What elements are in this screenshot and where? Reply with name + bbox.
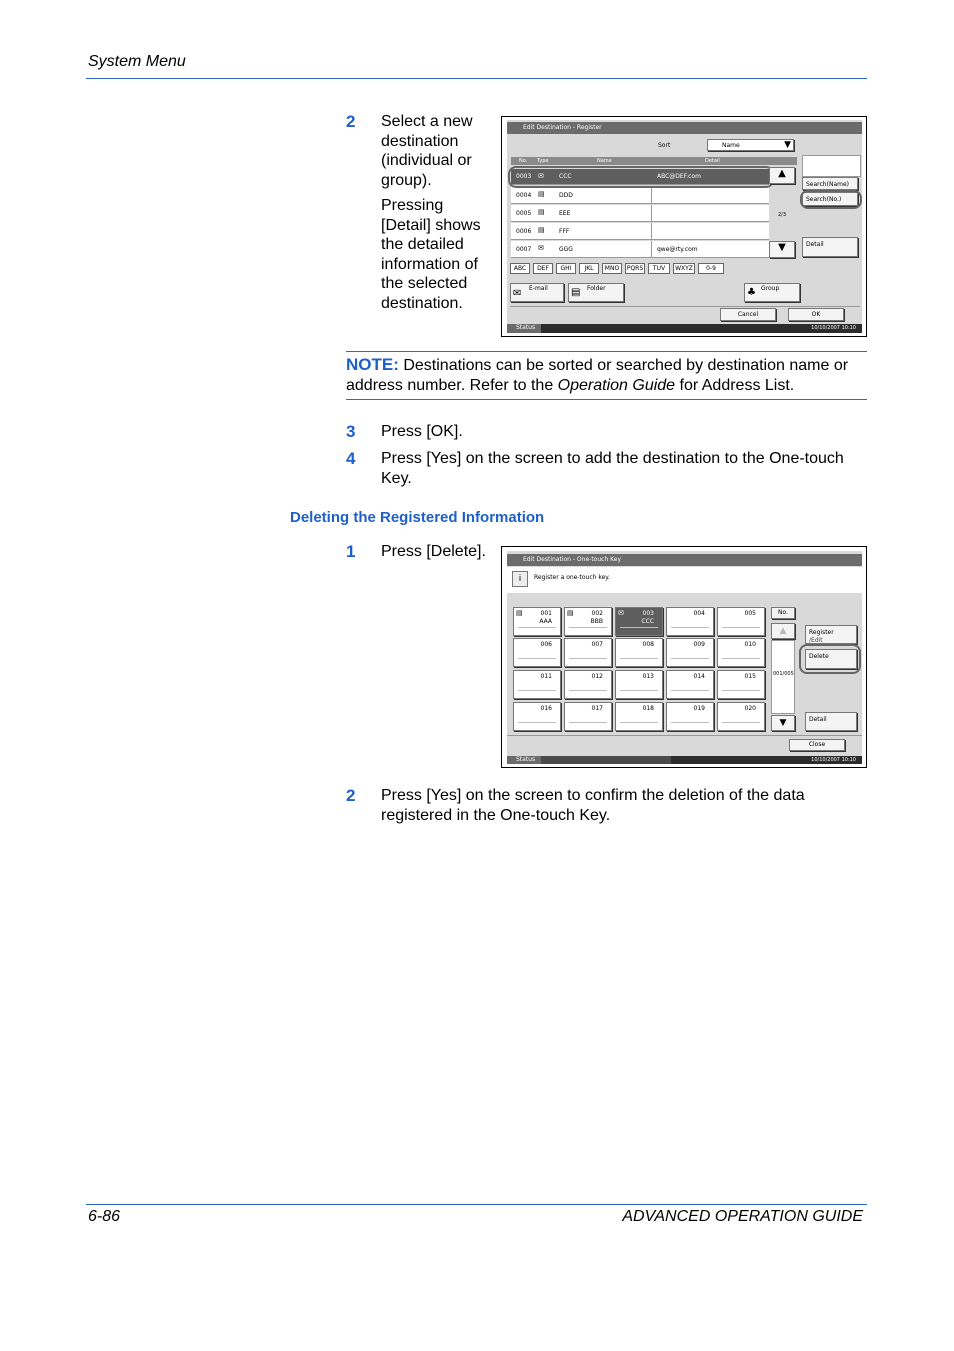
one-touch-key[interactable] [717, 670, 765, 699]
datetime: 10/10/2007 10:10 [811, 757, 856, 763]
note-text: Destinations can be sorted or searched by destination name or [403, 357, 849, 374]
group-button[interactable] [744, 283, 800, 302]
note-label: NOTE: [346, 355, 399, 374]
text-line: Press [Yes] on the screen to confirm the deletion of the data [381, 787, 805, 804]
key-number: 005 [744, 610, 756, 617]
status-bar [507, 756, 862, 764]
key-number: 019 [693, 705, 705, 712]
email-type-icon: ✉ [538, 172, 544, 180]
text-line: [Detail] shows [381, 216, 481, 234]
selection-highlight [508, 166, 774, 188]
one-touch-key[interactable] [717, 638, 765, 667]
email-label: E-mail [529, 285, 548, 292]
text-line: the detailed [381, 236, 464, 253]
text-line: Select a new [381, 113, 473, 130]
alpha-key[interactable]: WXYZ [673, 263, 695, 274]
header-title: System Menu [88, 53, 186, 70]
one-touch-key[interactable] [513, 638, 561, 667]
text-line: (individual or [381, 152, 472, 169]
step-number: 1 [346, 542, 356, 561]
folder-label: Folder [587, 285, 606, 292]
one-touch-key[interactable] [717, 607, 765, 636]
key-number: 013 [642, 673, 654, 680]
scroll-up-button[interactable] [769, 167, 795, 184]
alpha-key[interactable]: GHI [556, 263, 576, 274]
register-edit-button[interactable] [805, 625, 857, 644]
footer-rule [86, 1204, 867, 1205]
key-number: 014 [693, 673, 705, 680]
step-number: 2 [346, 786, 356, 805]
col-no: No. [519, 158, 528, 164]
delete-button[interactable]: Delete [805, 649, 857, 669]
step-text: Press [OK]. [381, 423, 463, 440]
email-button[interactable] [510, 283, 564, 302]
folder-icon: ▤ [516, 609, 523, 617]
arrow-down-icon: ▼ [779, 718, 787, 728]
group-icon: ♣ [747, 287, 756, 298]
note-text: address number. Refer to the [346, 376, 558, 394]
text-line: destination [381, 132, 459, 150]
section-title: Deleting the Registered Information [290, 509, 545, 526]
key-number: 020 [744, 705, 756, 712]
one-touch-key[interactable] [615, 670, 663, 699]
detail-button[interactable]: Detail [802, 237, 858, 257]
folder-button[interactable] [568, 283, 624, 302]
screen-title: Edit Destination - Register [507, 122, 862, 134]
row-no: 0007 [516, 246, 532, 253]
register-screen-panel [501, 116, 867, 337]
close-button[interactable]: Close [789, 739, 845, 751]
key-number: 002 [591, 610, 603, 617]
row-name: GGG [559, 246, 573, 253]
key-number: 016 [540, 705, 552, 712]
key-number: 011 [540, 673, 552, 680]
alpha-key[interactable]: JKL [579, 263, 599, 274]
one-touch-key[interactable] [564, 670, 612, 699]
group-label: Group [761, 285, 780, 292]
one-touch-key[interactable] [564, 638, 612, 667]
table-row[interactable] [511, 241, 769, 258]
key-number: 012 [591, 673, 603, 680]
datetime: 10/10/2007 10:10 [811, 325, 856, 331]
guide-title: ADVANCED OPERATION GUIDE [622, 1208, 863, 1225]
folder-icon: ▤ [571, 287, 581, 298]
alpha-key[interactable]: PQRS [626, 265, 644, 272]
key-name: AAA [539, 618, 552, 625]
text-line: information of [381, 255, 478, 273]
one-touch-key[interactable] [615, 638, 663, 667]
text-line: Press [Yes] on the screen to add the destination to the One-touch [381, 450, 844, 467]
text-line: the selected [381, 275, 468, 292]
folder-type-icon: ▤ [538, 208, 545, 216]
key-number: 004 [693, 610, 705, 617]
one-touch-key[interactable] [666, 670, 714, 699]
row-name: DDD [559, 192, 573, 199]
register-label: /Edit [809, 637, 823, 644]
page-number: 6-86 [88, 1208, 121, 1225]
arrow-up-icon: ▲ [779, 626, 787, 636]
page-indicator: 2/3 [778, 212, 787, 218]
step-number: 4 [346, 449, 356, 468]
step-text: Press [Delete]. [381, 543, 486, 560]
key-name: CCC [641, 618, 654, 625]
text-line: Key. [381, 469, 412, 487]
one-touch-key[interactable] [666, 638, 714, 667]
scroll-down-button[interactable] [771, 715, 795, 731]
ok-button[interactable]: OK [788, 308, 844, 321]
sort-label: Sort [658, 142, 671, 149]
screen-title: Edit Destination - One-touch Key [507, 554, 862, 566]
detail-button[interactable]: Detail [805, 712, 857, 731]
one-touch-key[interactable] [717, 702, 765, 731]
step-number: 3 [346, 422, 356, 441]
alpha-index-bar [510, 263, 730, 275]
status-label[interactable]: Status [516, 756, 536, 763]
alpha-key[interactable]: DEF [533, 263, 553, 274]
row-no: 0003 [516, 173, 532, 180]
note-text: for Address List. [675, 376, 795, 394]
cancel-button[interactable]: Cancel [720, 308, 776, 321]
email-icon: ✉ [618, 609, 624, 617]
folder-type-icon: ▤ [538, 226, 545, 234]
message-text: Register a one-touch key. [534, 574, 610, 581]
one-touch-key[interactable] [564, 607, 612, 636]
email-type-icon: ✉ [538, 244, 544, 252]
key-name: BBB [590, 618, 603, 625]
search-name-button[interactable]: Search(Name) [802, 177, 858, 190]
step-number: 2 [346, 112, 356, 131]
row-detail: ABC@DEF.com [657, 173, 701, 180]
page-indicator: 001/005 [773, 671, 794, 677]
note-rule-top [346, 351, 867, 352]
row-name: FFF [559, 228, 570, 235]
status-label[interactable]: Status [516, 324, 536, 331]
search-no-button[interactable]: Search(No.) [802, 192, 858, 206]
text-line: group). [381, 171, 432, 189]
one-touch-key[interactable] [564, 702, 612, 731]
note-rule-bottom [346, 399, 867, 400]
alpha-key[interactable]: 0-9 [698, 263, 724, 274]
key-number: 003 [642, 610, 654, 617]
info-icon: i [512, 571, 528, 587]
header-rule [86, 78, 867, 79]
one-touch-key[interactable] [666, 702, 714, 731]
selection-highlight [799, 644, 861, 674]
search-field[interactable] [802, 155, 861, 177]
folder-icon: ▤ [567, 609, 574, 617]
one-touch-screen-panel [501, 546, 867, 768]
folder-type-icon: ▤ [538, 190, 545, 198]
scroll-up-button[interactable] [771, 623, 795, 639]
envelope-icon: ✉ [513, 288, 522, 299]
alpha-key[interactable]: ABC [510, 263, 530, 274]
key-number: 008 [642, 641, 654, 648]
sort-value: Name [722, 142, 740, 149]
number-search-button[interactable]: No. [771, 607, 795, 619]
arrow-up-icon: ▲ [778, 168, 786, 179]
key-number: 018 [642, 705, 654, 712]
operation-guide-ref: Operation Guide [557, 376, 676, 394]
row-detail: qwe@rty.com [657, 246, 698, 253]
col-detail: Detail [705, 158, 720, 164]
text-line: registered in the One-touch Key. [381, 806, 611, 824]
table-row[interactable] [511, 187, 769, 204]
key-number: 006 [540, 641, 552, 648]
key-number: 007 [591, 641, 603, 648]
step-text [381, 786, 867, 825]
row-no: 0006 [516, 228, 532, 235]
row-no: 0004 [516, 192, 532, 199]
key-number: 001 [540, 610, 552, 617]
scroll-down-button[interactable] [769, 241, 795, 258]
register-label: Register [809, 629, 834, 636]
row-no: 0005 [516, 210, 532, 217]
table-row[interactable] [511, 205, 769, 222]
one-touch-key[interactable] [513, 702, 561, 731]
text-line: destination. [381, 294, 463, 312]
status-bar [507, 324, 862, 333]
dropdown-arrow-icon: ▼ [784, 140, 791, 150]
step-text [381, 449, 867, 488]
key-number: 010 [744, 641, 756, 648]
sort-select[interactable] [707, 139, 794, 151]
col-type: Type [537, 158, 549, 164]
text-line: Pressing [381, 197, 444, 214]
alpha-key[interactable]: MNO [602, 263, 622, 274]
selection-highlight [800, 190, 862, 209]
table-header [511, 157, 797, 165]
one-touch-key[interactable] [666, 607, 714, 636]
note [346, 355, 867, 395]
one-touch-key[interactable] [513, 607, 561, 636]
key-number: 015 [744, 673, 756, 680]
arrow-down-icon: ▼ [778, 242, 786, 253]
one-touch-key[interactable] [513, 670, 561, 699]
step-text [381, 112, 501, 313]
row-name: EEE [559, 210, 571, 217]
one-touch-key[interactable] [615, 702, 663, 731]
key-number: 017 [591, 705, 603, 712]
alpha-key[interactable]: TUV [648, 263, 670, 274]
key-number: 009 [693, 641, 705, 648]
table-row[interactable] [511, 223, 769, 240]
one-touch-key[interactable] [615, 607, 663, 636]
row-name: CCC [559, 173, 572, 180]
col-name: Name [597, 158, 612, 164]
